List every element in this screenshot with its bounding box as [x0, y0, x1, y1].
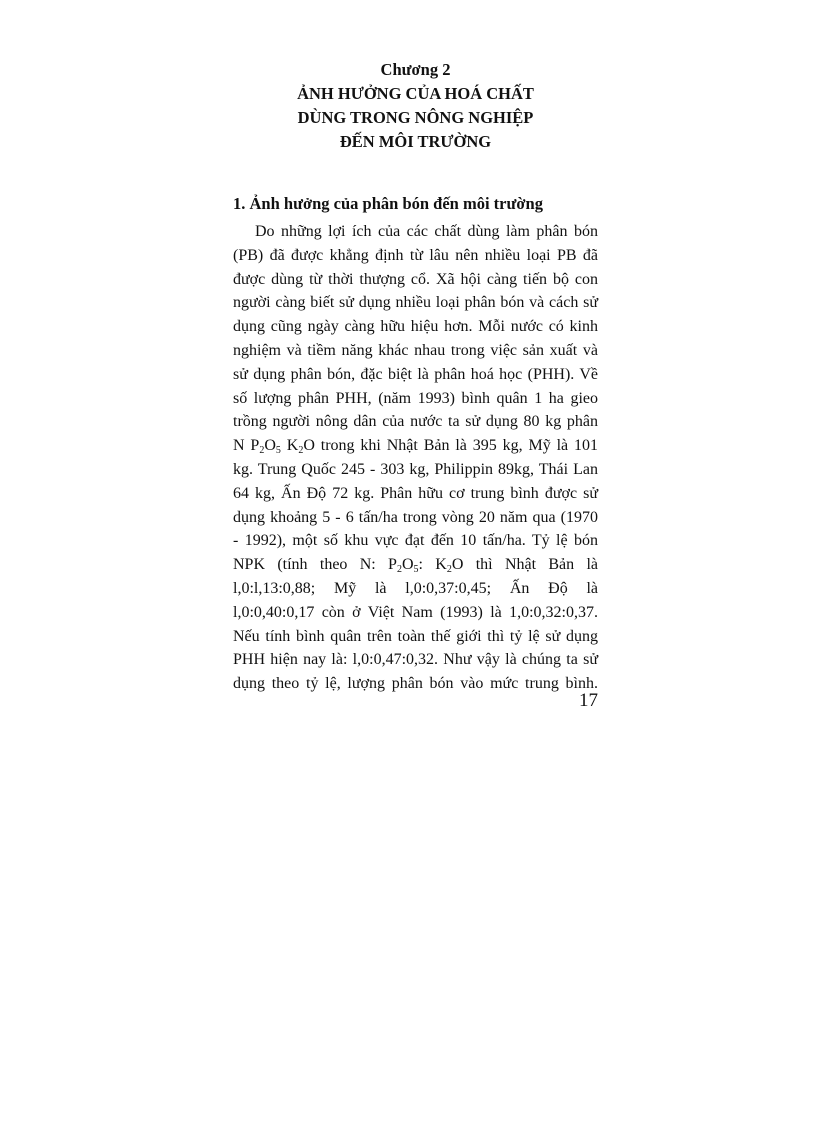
- subscript: 2: [446, 564, 452, 576]
- chapter-heading: [233, 58, 598, 154]
- text-run: NPK (tính theo N: P: [233, 556, 397, 574]
- paragraph-line: [233, 434, 598, 458]
- paragraph-line: PHH hiện nay là: l,0:0,47:0,32. Như vậy là chúng ta sử: [233, 651, 598, 669]
- paragraph-line: dụng khoảng 5 - 6 tấn/ha trong vòng 20 năm qua (1970: [233, 508, 598, 526]
- text-run: O thì Nhật Bản là: [451, 556, 599, 574]
- paragraph-line: được dùng từ thời thượng cổ. Xã hội càng tiến bộ con: [233, 270, 598, 288]
- paragraph-line: nghiệm và tiềm năng khác nhau trong việc sản xuất và: [233, 341, 598, 359]
- page-content: [233, 58, 598, 696]
- paragraph-line: Do những lợi ích của các chất dùng làm phân bón: [255, 223, 598, 240]
- paragraph-line: người càng biết sử dụng nhiều loại phân bón và cách sử: [233, 294, 598, 312]
- chapter-title-line-3: ĐẾN MÔI TRƯỜNG: [339, 132, 492, 151]
- chapter-title-line-2: DÙNG TRONG NÔNG NGHIỆP: [297, 108, 534, 127]
- paragraph-line: l,0:l,13:0,88; Mỹ là l,0:0,37:0,45; Ấn Độ là: [233, 579, 598, 597]
- paragraph-line: sử dụng phân bón, đặc biệt là phân hoá học (PHH). Về: [233, 365, 598, 383]
- paragraph-line: l,0:0,40:0,17 còn ở Việt Nam (1993) là 1,0:0,32:0,37.: [233, 603, 598, 621]
- paragraph-line: trồng người nông dân của nước ta sử dụng 80 kg phân: [233, 413, 598, 431]
- text-run: N P: [233, 437, 260, 455]
- paragraph-line: 64 kg, Ấn Độ 72 kg. Phân hữu cơ trung bình được sử: [233, 484, 598, 502]
- subscript: 5: [413, 564, 419, 576]
- paragraph-line: [233, 553, 598, 577]
- text-run: K: [280, 437, 299, 455]
- page-number: 17: [579, 690, 598, 711]
- subscript: 2: [396, 564, 402, 576]
- paragraph-line: Nếu tính bình quân trên toàn thế giới thì tỷ lệ sử dụng: [233, 627, 598, 645]
- text-run: O trong khi Nhật Bản là 395 kg, Mỹ là 101: [303, 437, 599, 455]
- paragraph-line: - 1992), một số khu vực đạt đến 10 tấn/ha. Tỷ lệ bón: [233, 532, 598, 550]
- text-run: : K: [418, 556, 447, 574]
- subscript: 2: [259, 445, 265, 457]
- paragraph-line: số lượng phân PHH, (năm 1993) bình quân 1 ha gieo: [233, 389, 598, 407]
- section-title: 1. Ảnh hưởng của phân bón đến môi trường: [233, 194, 543, 213]
- paragraph-line: kg. Trung Quốc 245 - 303 kg, Philippin 89kg, Thái Lan: [233, 460, 598, 478]
- paragraph-line: dụng cũng ngày càng hữu hiệu hơn. Mỗi nước có kinh: [233, 318, 598, 336]
- text-run: O: [401, 556, 414, 574]
- paragraph-line: (PB) đã được khẳng định từ lâu nên nhiều loại PB đã: [233, 246, 598, 264]
- paragraph-line: dụng theo tỷ lệ, lượng phân bón vào mức trung bình.: [233, 675, 598, 693]
- chapter-number: Chương 2: [380, 60, 451, 79]
- subscript: 2: [298, 445, 304, 457]
- chapter-title-line-1: ẢNH HƯỞNG CỦA HOÁ CHẤT: [297, 84, 534, 103]
- body-paragraph: [233, 220, 598, 696]
- subscript: 5: [275, 445, 281, 457]
- text-run: O: [264, 437, 276, 455]
